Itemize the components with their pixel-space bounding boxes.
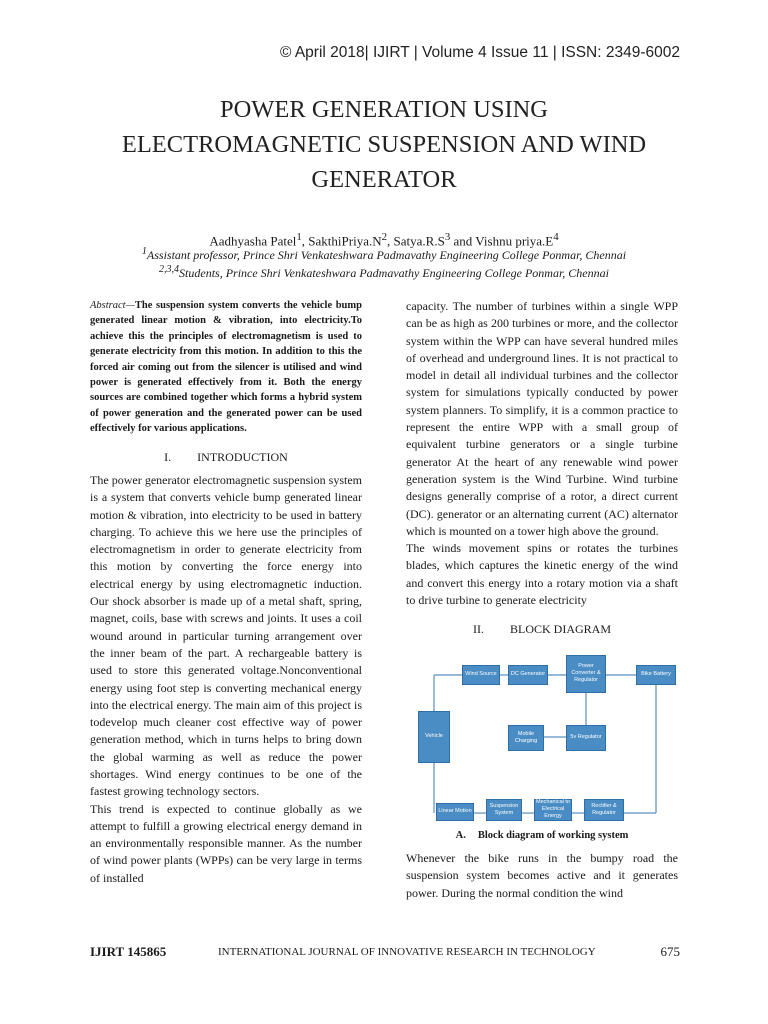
affiliation-2-sup: 2,3,4 [159, 264, 180, 275]
dc-generator-block: DC Generator [508, 665, 548, 685]
figure-caption [406, 827, 678, 844]
author-1: Aadhyasha Patel [209, 233, 297, 249]
intro-paragraph-2: This trend is expected to continue globally as we attempt to fulfill a growing electrical energy demand in an environmentally responsible manner. As the number of wind power plants (WPPs) can be very large in terms of installed [90, 801, 362, 885]
paper-title [60, 92, 708, 197]
5v-regulator-block: 5v Regulator [566, 725, 606, 751]
rectifier-regulator-block: Rectifier & Regulator [584, 799, 624, 821]
author-2-sup: 2 [381, 231, 388, 243]
right-paragraph-1: capacity. The number of turbines within a single WPP can be as high as 200 turbines or more, and the collector system within the WPP can have several hundred miles of overhead and underground lines. It is not practical to model in detail all individual turbines and the collector system for simulations typically conducted by power system planners. To simplify, it is a common practice to represent the entire WPP with a small group of equivalent turbine generators or a single turbine generator At the heart of any renewable wind power generation system is the Wind Turbine. Wind turbine designs generally comprise of a rotor, a direct current (DC). generator or an alternating current (AC) alternator which is mounted on a tower high above the ground. [406, 299, 678, 538]
section-heading-introduction [90, 449, 362, 466]
mechanical-to-electrical-block: Mechanical to Electrical Energy [534, 799, 572, 821]
author-3-sup: 3 [444, 231, 451, 243]
caption-letter: A. [455, 829, 466, 841]
abstract-label: Abstract— [90, 300, 135, 311]
author-3: , Satya.R.S [387, 233, 445, 249]
linear-motion-block: Linear Motion [436, 803, 474, 821]
title-line-1: POWER GENERATION USING [219, 96, 548, 123]
bike-battery-block: Bike Battery [636, 665, 676, 685]
title-line-3: GENERATOR [311, 166, 457, 193]
power-converter-block: Power Converter & Regulator [566, 655, 606, 693]
left-column [90, 298, 362, 887]
section-number: II. [472, 622, 484, 637]
author-1-sup: 1 [296, 231, 302, 243]
journal-name: INTERNATIONAL JOURNAL OF INNOVATIVE RESEARCH IN TECHNOLOGY [218, 946, 596, 958]
suspension-system-block: Suspension System [486, 799, 522, 821]
affiliation-2 [60, 264, 708, 281]
vehicle-block: Vehicle [418, 711, 450, 763]
affiliation-1 [60, 246, 708, 263]
section-heading-block-diagram [406, 621, 678, 638]
right-column [406, 298, 678, 902]
caption-text: Block diagram of working system [477, 829, 629, 841]
author-2: , SakthiPriya.N [301, 233, 382, 249]
affiliation-1-text: Assistant professor, Prince Shri Venkateshwara Padmavathy Engineering College Ponmar, Chennai [146, 248, 627, 262]
wind-source-block: Wind Source [462, 665, 500, 685]
abstract-text: The suspension system converts the vehicle bump generated linear motion & vibration, into electricity.To achieve this the principles of electromagnetism is used to generate electricity from this motion. In addition to this the forced air coming out from the silencer is utilised and wind power is generated effectively from it. Both the energy sources are combined together which forms a hybrid system of power generation and the generated power can be used effectively for various applications. [90, 300, 362, 435]
block-diagram [412, 649, 680, 821]
section-title: BLOCK DIAGRAM [509, 622, 611, 637]
affiliation-2-text: Students, Prince Shri Venkateshwara Padmavathy Engineering College Ponmar, Chennai [179, 266, 609, 280]
title-line-2: ELECTROMAGNETIC SUSPENSION AND WIND [121, 131, 647, 158]
page-number: 675 [660, 944, 680, 959]
right-paragraph-3: Whenever the bike runs in the bumpy road the suspension system becomes active and it generates power. During the normal condition the wind [406, 850, 678, 900]
author-4: and Vishnu priya.E [450, 233, 554, 249]
paper-id: IJIRT 145865 [90, 944, 167, 959]
section-title: INTRODUCTION [197, 449, 288, 464]
mobile-charging-block: Mobile Charging [508, 725, 544, 751]
affiliation-1-sup: 1 [141, 246, 147, 257]
journal-header: © April 2018| IJIRT | Volume 4 Issue 11 | ISSN: 2349-6002 [279, 44, 680, 61]
section-number: I. [164, 449, 172, 464]
intro-paragraph-1: The power generator electromagnetic suspension system is a system that converts vehicle bump generated linear motion & vibration, into electricity to be used in battery charging. To achieve this we here use the principles of electromagnetism in order to generate electricity from this motion by converting the force energy into electrical energy by using electromagnetic induction. Our shock absorber is made up of a metal shaft, spring, magnet, coils, base with screws and joints. It uses a coil wound around in particular turning arrangement over the inner beam of the part. A rechargeable battery is used to store this generated voltage.Nonconventional energy using foot step is converting mechanical energy into the electrical energy. The main aim of this project is todevelop much cleaner cost effective way of power generation method, which in turns helps to bring down the global warming as well as reduce the power shortages. Wind energy continues to be one of the fastest growing technology sectors. [90, 472, 362, 799]
abstract [90, 298, 362, 437]
right-paragraph-2: The winds movement spins or rotates the turbines blades, which captures the kinetic energy of the wind and convert this energy into a rotary motion via a shaft to drive turbine to generate electricity [406, 541, 678, 608]
author-4-sup: 4 [553, 231, 559, 243]
